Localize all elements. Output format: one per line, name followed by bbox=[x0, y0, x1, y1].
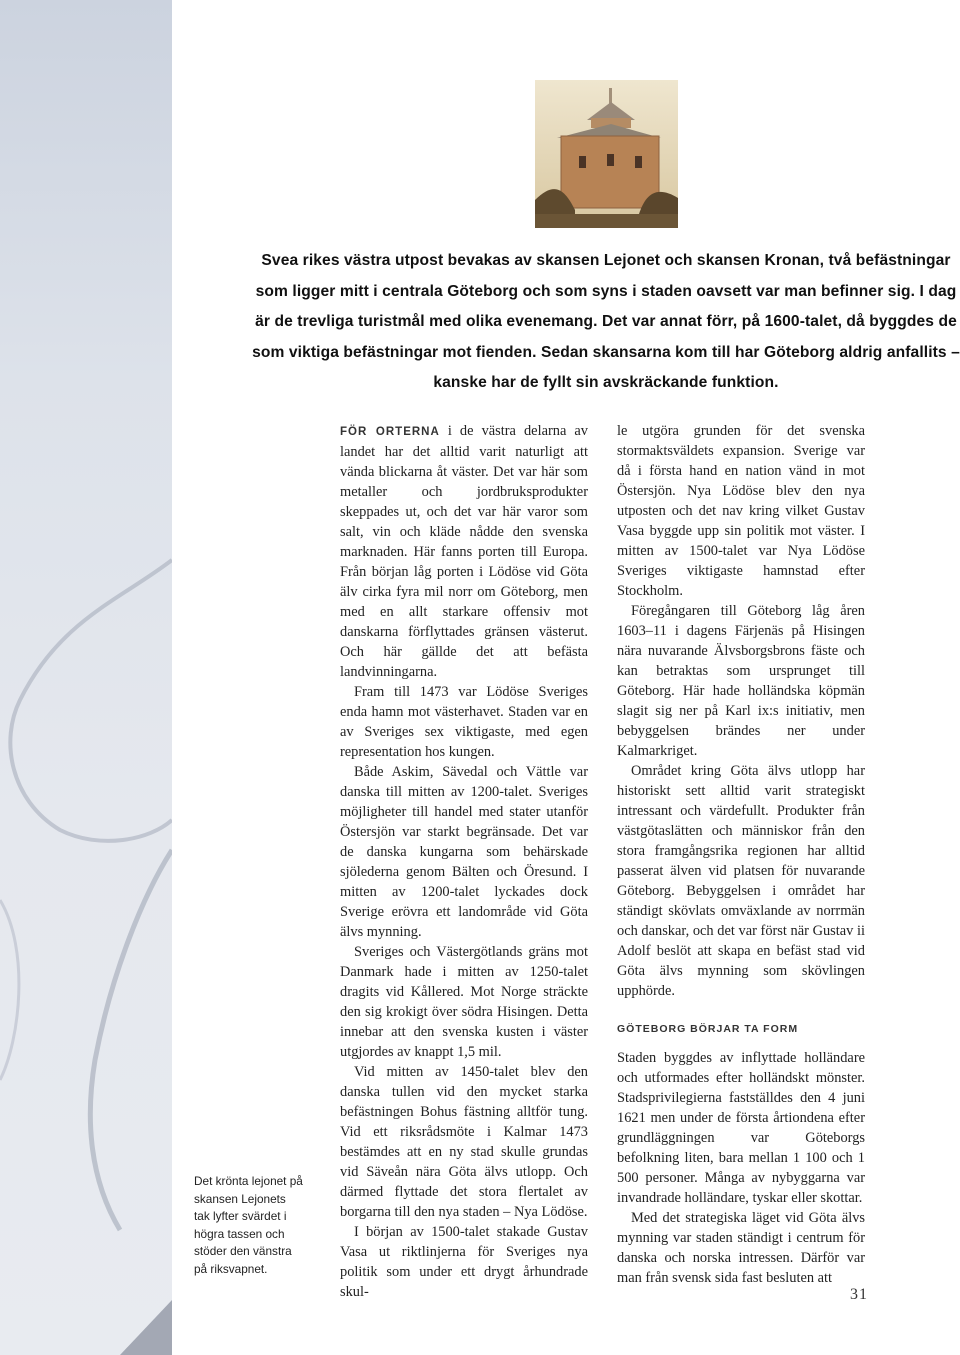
paragraph: le utgöra grunden för det svenska stormaktsväldets expansion. Sverige var då i första hand en nation vänd in mot Östersjön. Nya Lödöse blev den nya utposten och det nav kring vilket Gustav Vasa byggde upp sin politik mot väster. I mitten av 1500-talet var Nya Lödöse Sveriges viktigaste hamnstad efter Stockholm. bbox=[617, 423, 865, 599]
paragraph: I början av 1500-talet stakade Gustav Vasa ut riktlinjerna för Sveriges nya politik som under ett drygt århundrade skul- bbox=[340, 1224, 588, 1300]
paragraph: Vid mitten av 1450-talet blev den danska tullen vid den mycket starka befästningen Bohus fästning alltför tung. Vid ett riksrådsmöte i Kalmar 1473 bestämdes att en ny stad skulle grundas vid Säveån nära Göta älvs utlopp. Och därmed flyttade det stora flertalet av borgarna till den nya staden – Nya Lödöse. bbox=[340, 1064, 588, 1220]
paragraph: Staden byggdes av inflyttade holländare och utformades efter holländskt mönster. Stadsprivilegierna fastställdes den 4 juni 1621 men under de första årtiondena efter grundläggningen var Göteborgs befolkning liten, bara mellan 1 100 och 1 500 personer. Många av nybyggarna var invandrade holländare, tyskar eller skottar. bbox=[617, 1050, 865, 1206]
paragraph-text: i de västra delarna av landet har det alltid varit naturligt att vända blickarna åt väster. Det var här som metaller och jordbruksprodukter skeppades ut, och det var här varor som salt, vin och kläde nådde den svenska marknaden. Här fanns porten till Europa. Från början låg porten i Lödöse vid Göta älv cirka fyra mil norr om Göteborg, men med en allt starkare offensiv mot danskarna förflyttades gränsen västerut. Och här gällde det att befästa landvinningarna. bbox=[340, 423, 588, 680]
paragraph bbox=[340, 421, 588, 682]
paragraph: Både Askim, Sävedal och Vättle var danska till mitten av 1200-talet. Sveriges möjligheter till handel med stater utanför Östersjön var starkt begränsade. Det var de danska kungarna som behärskade sjölederna genom Bälten och Öresund. I mitten av 1200-talet lyckades dock Sverige erövra ett landområde vid Göta älvs mynning. bbox=[340, 764, 588, 940]
text-column-1 bbox=[340, 421, 588, 1302]
intro-lead-paragraph: Svea rikes västra utpost bevakas av skansen Lejonet och skansen Kronan, två befästningar som ligger mitt i centrala Göteborg och som syns i staden oavsett var man befinner sig. I dag är de trevliga turistmål med olika evenemang. Det var annat förr, på 1600-talet, då byggdes de som viktiga befästningar mot fienden. Sedan skansarna kom till har Göteborg aldrig anfallits – kanske har de fyllt sin avskräckande funktion. bbox=[252, 252, 960, 391]
skansen-lejonet-photo bbox=[535, 80, 678, 228]
paragraph: Fram till 1473 var Lödöse Sveriges enda hamn mot västerhavet. Staden var en av Sveriges sex viktigaste, med egen representation hos kungen. bbox=[340, 684, 588, 760]
paragraph: Sveriges och Västergötlands gräns mot Danmark hade i mitten av 1250-talet dragits vid Kållered. Mot Norge sträckte den sig krokigt över södra Hisingen. Detta innebar att den svenska kusten i väster utgjordes av knappt 1,5 mil. bbox=[340, 944, 588, 1060]
photo-caption: Det krönta lejonet på skansen Lejonets tak lyfter svärdet i högra tassen och stöder den vänstra på riksvapnet. bbox=[194, 1174, 303, 1276]
paragraph: Området kring Göta älvs utlopp har historiskt sett alltid varit strategiskt intressant och värdefullt. Produkter från västgötaslätten och människor från den stora framgångsrika regionen har alltid passerat älven vid platsen för nuvarande Göteborg. Bebyggelsen i området har ständigt skövlats omväxlande av norrmän och danskar, och det var först när Gustav ii Adolf beslöt att skapa en befäst stad vid Göta älvs mynning som skövlingen upphörde. bbox=[617, 763, 865, 999]
paragraph: Föregångaren till Göteborg låg åren 1603–11 i dagens Färjenäs på Hisingen nära nuvarande Älvsborgsbrons fäste och kan betraktas som ursprunget till Göteborg. Här hade holländska köpmän slagit sig ner på Karl ix:s initiativ, men bebyggelsen brändes ner under Kalmarkriget. bbox=[617, 603, 865, 759]
page-number: 31 bbox=[850, 1286, 868, 1303]
paragraph: Med det strategiska läget vid Göta älvs mynning var staden ständigt i centrum för danska och norska intressen. Därför var man från svensk sida fast besluten att bbox=[617, 1210, 865, 1286]
lion-sculpture-photo bbox=[0, 0, 172, 1355]
section-heading: GÖTEBORG BÖRJAR TA FORM bbox=[617, 1023, 799, 1035]
lead-in-caps: FÖR ORTERNA bbox=[340, 426, 440, 438]
text-column-2 bbox=[617, 421, 865, 1288]
